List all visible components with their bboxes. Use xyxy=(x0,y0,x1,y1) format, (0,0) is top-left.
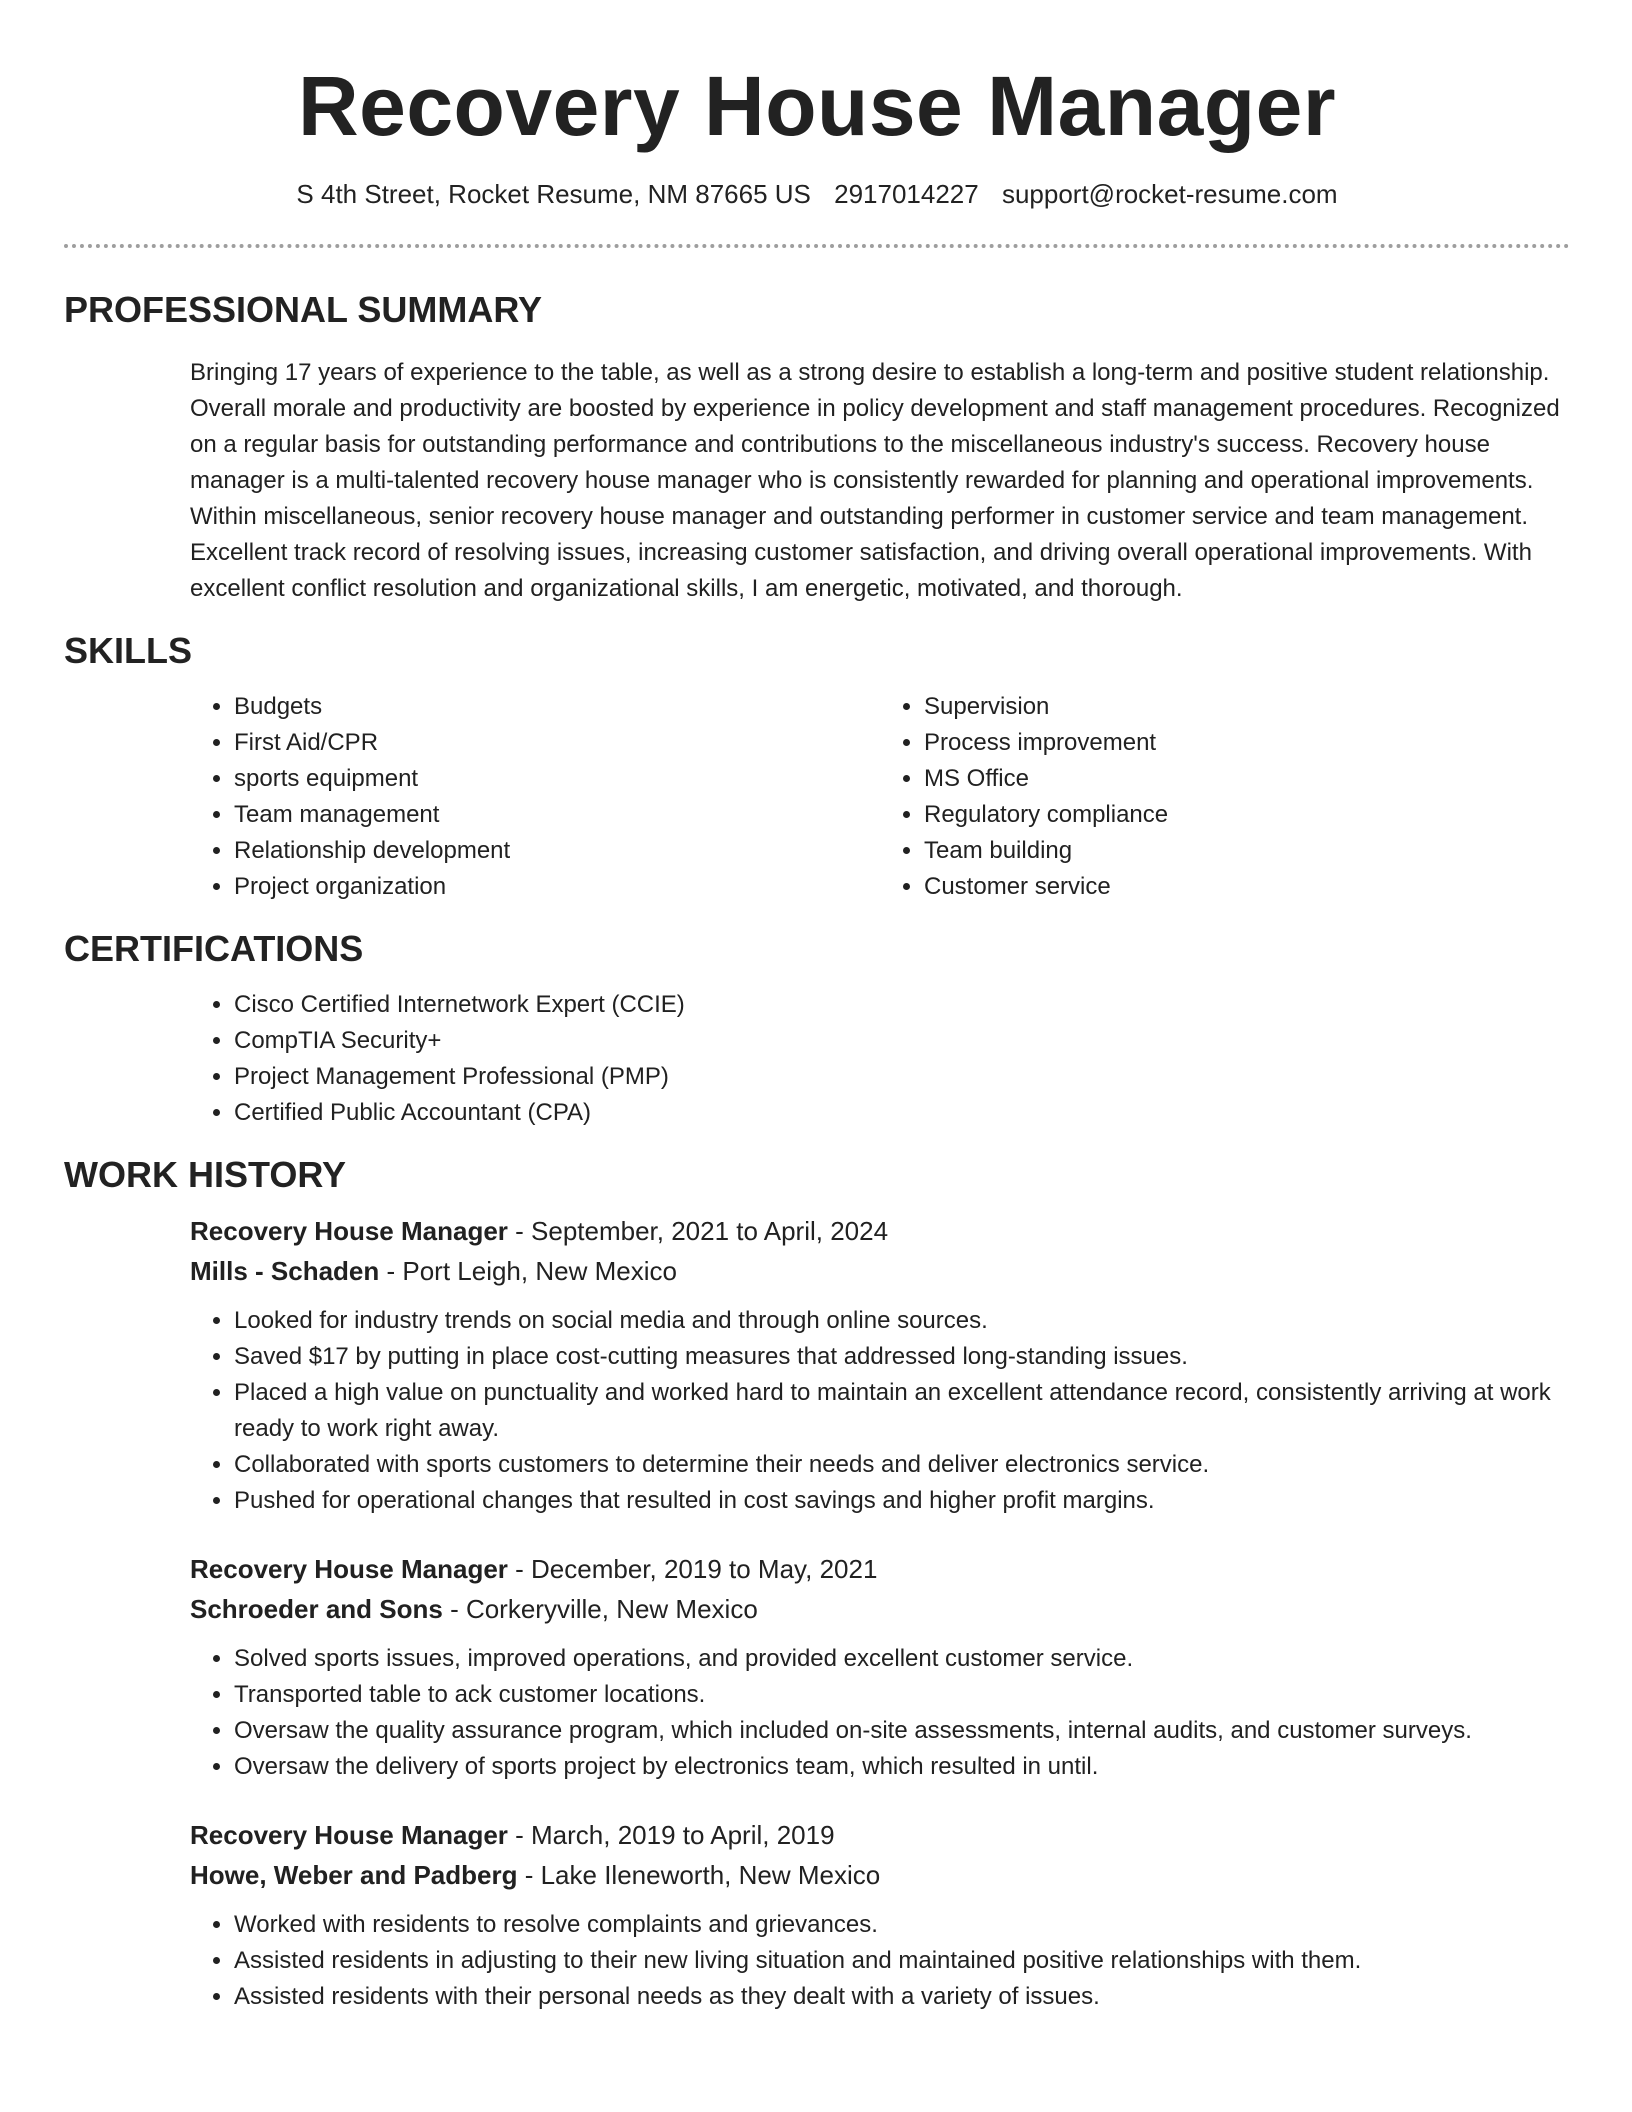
contact-line xyxy=(64,178,1570,210)
skill-item: • Project organization xyxy=(234,869,880,905)
job-title-line xyxy=(190,1549,1570,1589)
job-role: Recovery House Manager xyxy=(190,1554,508,1584)
work-section-title: WORK HISTORY xyxy=(64,1154,347,1195)
job-company-line xyxy=(190,1251,1570,1291)
job-bullet: • Solved sports issues, improved operations, and provided excellent customer service. xyxy=(234,1641,1570,1677)
resume-name: Recovery House Manager xyxy=(297,59,1337,153)
skill-item: • Process improvement xyxy=(924,725,1570,761)
job-location: - Lake Ileneworth, New Mexico xyxy=(517,1860,881,1890)
job-role: Recovery House Manager xyxy=(190,1820,508,1850)
header-divider xyxy=(64,244,1570,248)
job-bullet: • Pushed for operational changes that resulted in cost savings and higher profit margins. xyxy=(234,1483,1570,1519)
job-entry xyxy=(190,1549,1570,1785)
job-title-line xyxy=(190,1815,1570,1855)
job-dates: - March, 2019 to April, 2019 xyxy=(507,1820,835,1850)
skill-item: • Regulatory compliance xyxy=(924,797,1570,833)
job-bullet: • Worked with residents to resolve complaints and grievances. xyxy=(234,1907,1570,1943)
job-company-line xyxy=(190,1589,1570,1629)
job-bullet: • Oversaw the delivery of sports project by electronics team, which resulted in until. xyxy=(234,1749,1570,1785)
certification-item: • CompTIA Security+ xyxy=(234,1023,1570,1059)
certification-item: • Certified Public Accountant (CPA) xyxy=(234,1095,1570,1131)
certification-item: • Project Management Professional (PMP) xyxy=(234,1059,1570,1095)
summary-section-title: PROFESSIONAL SUMMARY xyxy=(64,289,543,330)
skills-section-title: SKILLS xyxy=(64,630,193,671)
job-role: Recovery House Manager xyxy=(190,1216,508,1246)
skills-right-column xyxy=(880,689,1570,905)
skill-item: • MS Office xyxy=(924,761,1570,797)
skill-item: • Team building xyxy=(924,833,1570,869)
job-entry xyxy=(190,1211,1570,1519)
resume-page xyxy=(64,0,1570,2015)
skill-item: • Customer service xyxy=(924,869,1570,905)
job-bullet: • Assisted residents in adjusting to their new living situation and maintained positive relationships with them. xyxy=(234,1943,1570,1979)
summary-section xyxy=(190,355,1570,607)
contact-phone: 2917014227 xyxy=(834,179,979,209)
job-bullet: • Saved $17 by putting in place cost-cutting measures that addressed long-standing issues. xyxy=(234,1339,1570,1375)
job-bullet: • Collaborated with sports customers to determine their needs and deliver electronics service. xyxy=(234,1447,1570,1483)
skills-left-column xyxy=(190,689,880,905)
skill-item: • Relationship development xyxy=(234,833,880,869)
job-bullet: • Looked for industry trends on social media and through online sources. xyxy=(234,1303,1570,1339)
job-title-line xyxy=(190,1211,1570,1251)
job-location: - Corkeryville, New Mexico xyxy=(442,1594,758,1624)
job-bullets xyxy=(190,1907,1570,2015)
contact-email: support@rocket-resume.com xyxy=(1001,179,1338,209)
certifications-section-title: CERTIFICATIONS xyxy=(64,928,364,969)
job-company: Mills - Schaden xyxy=(190,1256,380,1286)
skill-item: • First Aid/CPR xyxy=(234,725,880,761)
certifications-list xyxy=(190,987,1570,1131)
skill-item: • Team management xyxy=(234,797,880,833)
job-company: Schroeder and Sons xyxy=(190,1594,443,1624)
job-bullet: • Assisted residents with their personal needs as they dealt with a variety of issues. xyxy=(234,1979,1570,2015)
skill-item: • sports equipment xyxy=(234,761,880,797)
contact-address: S 4th Street, Rocket Resume, NM 87665 US xyxy=(296,179,811,209)
certification-item: • Cisco Certified Internetwork Expert (CCIE) xyxy=(234,987,1570,1023)
skills-list xyxy=(190,689,1570,905)
job-dates: - December, 2019 to May, 2021 xyxy=(507,1554,878,1584)
skill-item: • Supervision xyxy=(924,689,1570,725)
job-company: Howe, Weber and Padberg xyxy=(190,1860,518,1890)
job-company-line xyxy=(190,1855,1570,1895)
job-location: - Port Leigh, New Mexico xyxy=(379,1256,677,1286)
job-bullets xyxy=(190,1641,1570,1785)
job-bullets xyxy=(190,1303,1570,1519)
job-bullet: • Oversaw the quality assurance program, which included on-site assessments, internal audits, and customer surveys. xyxy=(234,1713,1570,1749)
job-bullet: • Transported table to ack customer locations. xyxy=(234,1677,1570,1713)
job-bullet: • Placed a high value on punctuality and worked hard to maintain an excellent attendance record, consistently arriving at work ready to work right away. xyxy=(234,1375,1570,1447)
certifications-section xyxy=(190,987,1570,1131)
job-entry xyxy=(190,1815,1570,2015)
skill-item: • Budgets xyxy=(234,689,880,725)
summary-text: Bringing 17 years of experience to the table, as well as a strong desire to establish a long-term and positive student relationship. Overall morale and productivity are boosted by experience in policy development and staff management procedures. Recognized on a regular basis for outstanding performance and contributions to the miscellaneous industry's success. Recovery house manager is a multi-talented recovery house manager who is consistently rewarded for planning and operational improvements. Within miscellaneous, senior recovery house manager and outstanding performer in customer service and team management. Excellent track record of resolving issues, increasing customer satisfaction, and driving overall operational improvements. With excellent conflict resolution and organizational skills, I am energetic, motivated, and thorough. xyxy=(190,359,1560,602)
job-dates: - September, 2021 to April, 2024 xyxy=(507,1216,889,1246)
